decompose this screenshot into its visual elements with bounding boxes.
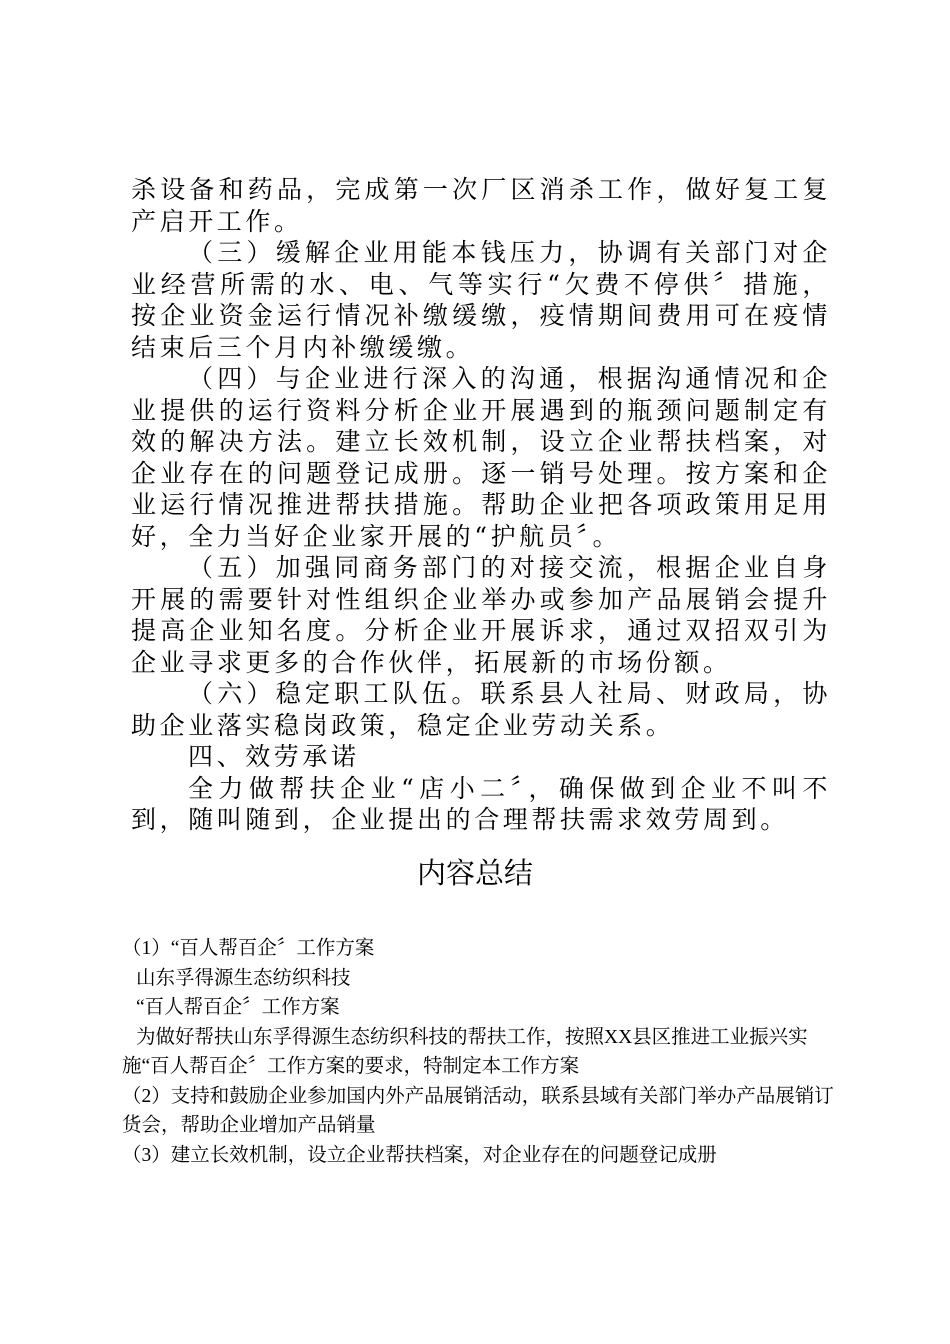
paragraph-commitment: 全力做帮扶企业“店小二〞，确保做到企业不叫不到，随叫随到，企业提出的合理帮扶需求效劳周到。 [131,773,831,834]
summary-line: 为做好帮扶山东孚得源生态纺织科技的帮扶工作，按照XX县区推进工业振兴实施“百人帮百企〞工作方案的要求，特制定本工作方案 [122,1026,808,1077]
summary-line: “百人帮百企〞工作方案 [136,997,340,1018]
summary-line: （1）“百人帮百企〞工作方案 [122,938,375,959]
paragraph-item-4: （四）与企业进行深入的沟通，根据沟通情况和企业提供的运行资料分析企业开展遇到的瓶颈问题制定有效的解决方法。建立长效机制，设立企业帮扶档案，对企业存在的问题登记成册。逐一销号处理。按方案和企业运行情况推进帮扶措施。帮助企业把各项政策用足用好，全力当好企业家开展的“护航员〞。 [131,364,831,551]
section-heading-service-commitment: 四、效劳承诺 [188,742,360,771]
paragraph-item-5: （五）加强同商务部门的对接交流，根据企业自身开展的需要针对性组织企业举办或参加产品展销会提升提高企业知名度。分析企业开展诉求，通过双招双引为企业寻求更多的合作伙伴，拓展新的市场份额。 [131,553,831,677]
paragraph-item-6: （六）稳定职工队伍。联系县人社局、财政局，协助企业落实稳岗政策，稳定企业劳动关系。 [131,679,831,740]
summary-line: （2）支持和鼓励企业参加国内外产品展销活动，联系县域有关部门举办产品展销订货会，帮助企业增加产品销量 [122,1085,834,1136]
paragraph-item-3: （三）缓解企业用能本钱压力，协调有关部门对企业经营所需的水、电、气等实行“欠费不停供〞措施，按企业资金运行情况补缴缓缴，疫情期间费用可在疫情结束后三个月内补缴缓缴。 [131,238,831,362]
summary-section [122,934,834,1170]
paragraph-disinfection-continued: 杀设备和药品，完成第一次厂区消杀工作，做好复工复产启开工作。 [131,175,831,236]
summary-line: 山东孚得源生态纺织科技 [136,967,351,989]
summary-line: （3）建立长效机制，设立企业帮扶档案，对企业存在的问题登记成册 [122,1144,717,1166]
summary-title: 内容总结 [416,858,533,890]
document-body [131,174,831,836]
